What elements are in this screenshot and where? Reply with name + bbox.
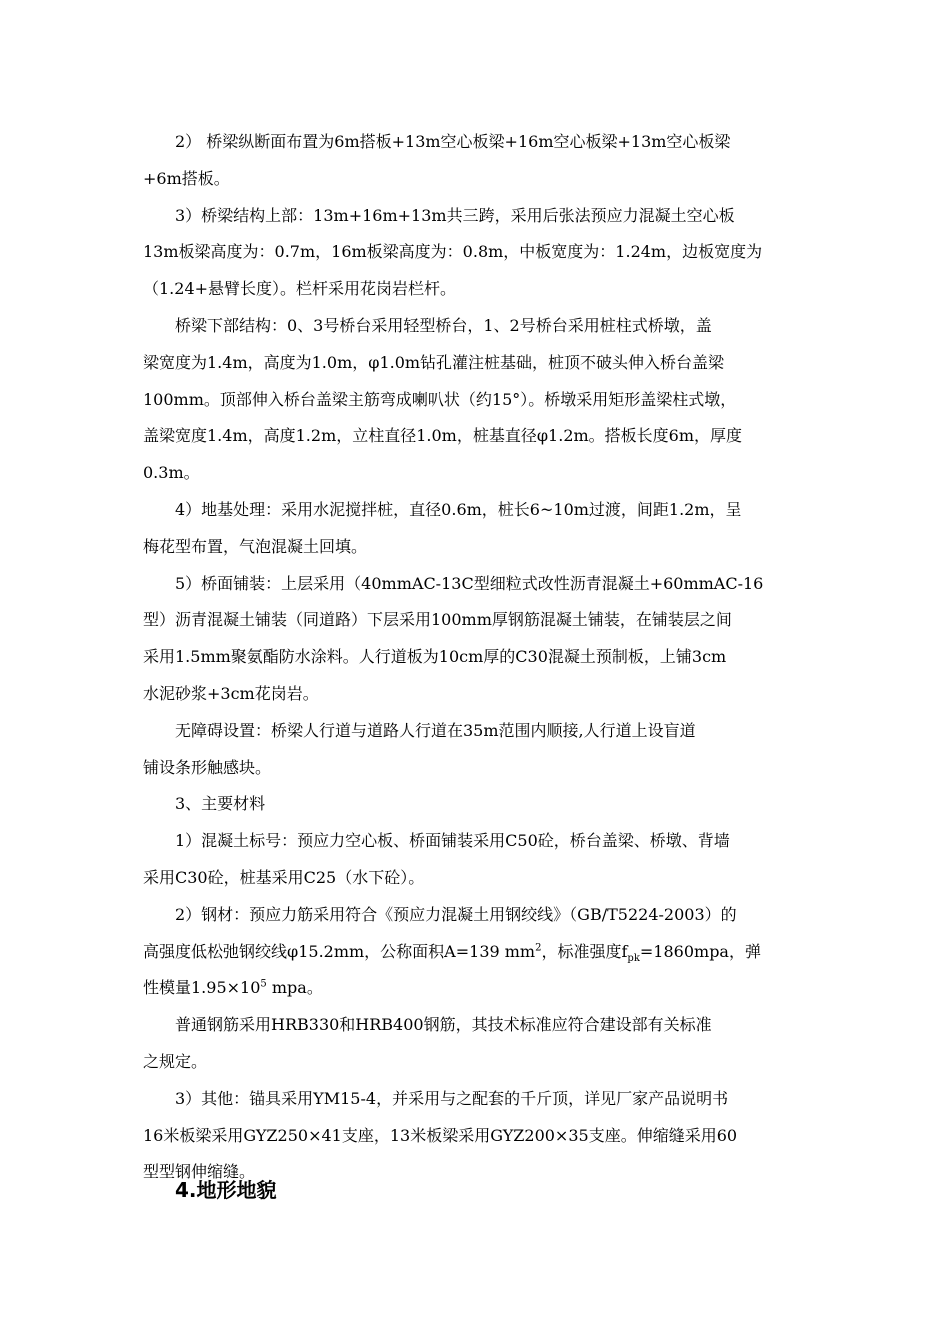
para-8-line-1: 1）混凝土标号：预应力空心板、桥面铺装采用C50砼，桥台盖梁、桥墩、背墙 bbox=[175, 831, 730, 851]
para-5-line-1: 5）桥面铺装：上层采用（40mmAC-13C型细粒式改性沥青混凝土+60mmAC-16 bbox=[175, 573, 764, 593]
para-3-line-2: 梁宽度为1.4m，高度为1.0m，φ1.0m钻孔灌注桩基础，桩顶不破头伸入桥台盖梁 bbox=[143, 352, 725, 372]
para-11-line-1: 3）其他：锚具采用YM15-4，并采用与之配套的千斤顶，详见厂家产品说明书 bbox=[175, 1088, 729, 1108]
exponent-superscript: 5 bbox=[260, 979, 267, 990]
para-9-line-3 bbox=[143, 970, 813, 1007]
para-5-line-2: 型）沥青混凝土铺装（同道路）下层采用100mm厚钢筋混凝土铺装，在铺装层之间 bbox=[143, 610, 732, 630]
para-10-line-2: 之规定。 bbox=[143, 1051, 208, 1071]
para-8-line-2: 采用C30砼，桩基采用C25（水下砼）。 bbox=[143, 867, 425, 887]
para-3-line-3: 100mm。顶部伸入桥台盖梁主筋弯成喇叭状（约15°）。桥墩采用矩形盖梁柱式墩， bbox=[143, 389, 737, 409]
steel-text-a: 高强度低松弛钢绞线φ15.2mm，公称面积A=139 mm bbox=[143, 941, 536, 961]
para-4-line-2: 梅花型布置，气泡混凝土回填。 bbox=[143, 536, 368, 556]
para-5-line-3: 采用1.5mm聚氨酯防水涂料。人行道板为10cm厚的C30混凝土预制板，上铺3cm bbox=[143, 647, 727, 667]
para-9-line-2 bbox=[143, 934, 813, 971]
para-11-line-2: 16米板梁采用GYZ250×41支座，13米板梁采用GYZ200×35支座。伸缩缝采用60 bbox=[143, 1125, 738, 1145]
para-4-line-1: 4）地基处理：采用水泥搅拌桩，直径0.6m，桩长6~10m过渡，间距1.2m，呈 bbox=[175, 499, 742, 519]
modulus-text-b: mpa。 bbox=[266, 978, 323, 998]
para-6-line-2: 铺设条形触感块。 bbox=[143, 757, 272, 777]
para-1-line-1: 2） 桥梁纵断面布置为6m搭板+13m空心板梁+16m空心板梁+13m空心板梁 bbox=[175, 132, 731, 151]
section-heading: 4.地形地貌 bbox=[175, 1178, 277, 1202]
para-5-line-4: 水泥砂浆+3cm花岗岩。 bbox=[143, 683, 319, 703]
steel-text-c: =1860mpa，弹 bbox=[639, 941, 761, 961]
para-6-line-1: 无障碍设置：桥梁人行道与道路人行道在35m范围内顺接,人行道上设盲道 bbox=[175, 720, 696, 740]
para-9-line-1: 2）钢材：预应力筋采用符合《预应力混凝土用钢绞线》（GB/T5224-2003）的 bbox=[175, 904, 737, 924]
para-3-line-1: 桥梁下部结构：0、3号桥台采用轻型桥台，1、2号桥台采用桩柱式桥墩，盖 bbox=[175, 315, 712, 335]
steel-text-b: ，标准强度f bbox=[541, 941, 628, 961]
area-unit-superscript: 2 bbox=[535, 942, 542, 954]
strength-subscript: pk bbox=[627, 952, 640, 964]
para-2-line-3: （1.24+悬臂长度）。栏杆采用花岗岩栏杆。 bbox=[143, 279, 457, 299]
para-2-line-1: 3）桥梁结构上部：13m+16m+13m共三跨，采用后张法预应力混凝土空心板 bbox=[175, 205, 735, 225]
para-3-line-5: 0.3m。 bbox=[143, 463, 200, 483]
modulus-text-a: 性模量1.95×10 bbox=[143, 978, 261, 998]
para-2-line-2: 13m板梁高度为：0.7m，16m板梁高度为：0.8m，中板宽度为：1.24m，边板宽度为 bbox=[143, 242, 763, 262]
para-1-line-2: +6m搭板。 bbox=[143, 168, 230, 188]
para-11-line-3: 型型钢伸缩缝。 bbox=[143, 1162, 256, 1182]
para-10-line-1: 普通钢筋采用HRB330和HRB400钢筋，其技术标准应符合建设部有关标准 bbox=[175, 1015, 712, 1035]
para-3-line-4: 盖梁宽度1.4m，高度1.2m，立柱直径1.0m，桩基直径φ1.2m。搭板长度6m，厚度 bbox=[143, 426, 743, 446]
section-title-materials: 3、主要材料 bbox=[175, 794, 266, 814]
body-text bbox=[143, 124, 813, 1191]
